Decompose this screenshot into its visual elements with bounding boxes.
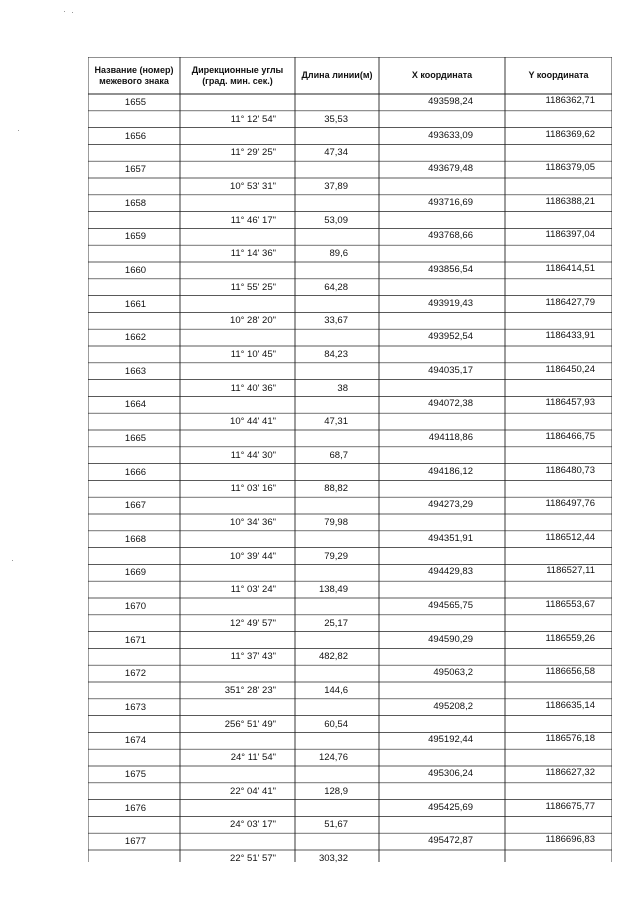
header-y-coordinate: Y координата (528, 70, 589, 80)
mark-name: 1665 (124, 433, 147, 444)
y-coordinate: 1186362,71 (545, 95, 595, 106)
mark-name: 1675 (124, 769, 147, 780)
header-mark-name: Название (номер) межевого знака (94, 64, 174, 86)
y-coordinate: 1186466,75 (545, 431, 595, 442)
x-coordinate: 493598,24 (428, 96, 473, 107)
y-coordinate: 1186379,05 (545, 162, 595, 174)
line-length: 128,9 (324, 785, 348, 797)
y-coordinate: 1186427,79 (545, 296, 595, 308)
x-coordinate: 493919,43 (428, 297, 473, 309)
direction-angle: 24° 11' 54" (230, 752, 276, 764)
mark-name: 1659 (124, 231, 147, 243)
line-length: 53,09 (324, 214, 348, 226)
y-coordinate: 1186388,21 (545, 195, 595, 207)
x-coordinate: 494351,91 (428, 532, 473, 544)
line-length: 60,54 (324, 718, 348, 730)
y-coordinate: 1186696,83 (545, 834, 595, 846)
line-length: 79,29 (324, 550, 348, 562)
line-length: 47,31 (324, 416, 348, 428)
scan-speck (12, 560, 13, 561)
x-coordinate: 495425,69 (428, 801, 473, 813)
line-length: 37,89 (324, 181, 348, 192)
y-coordinate: 1186480,73 (545, 464, 595, 476)
scan-speck (64, 11, 65, 12)
mark-name: 1655 (124, 97, 147, 108)
x-coordinate: 494565,75 (428, 600, 473, 611)
x-coordinate: 493856,54 (428, 264, 473, 275)
mark-name: 1662 (124, 332, 147, 344)
y-coordinate: 1186553,67 (545, 599, 595, 610)
x-coordinate: 493768,66 (428, 230, 473, 242)
direction-angle: 11° 44' 30" (230, 449, 276, 461)
y-coordinate: 1186576,18 (545, 733, 595, 745)
direction-angle: 11° 03' 24" (230, 584, 276, 596)
line-length: 64,28 (324, 281, 348, 293)
x-coordinate: 494072,38 (428, 398, 473, 410)
direction-angle: 10° 34' 36" (230, 517, 276, 528)
header-x-coordinate: X координата (411, 70, 473, 80)
direction-angle: 11° 40' 36" (230, 382, 276, 394)
direction-angle: 11° 37' 43" (230, 651, 276, 663)
x-coordinate: 494273,29 (428, 499, 473, 511)
mark-name: 1673 (124, 701, 147, 713)
x-coordinate: 495472,87 (428, 835, 473, 847)
y-coordinate: 1186675,77 (545, 800, 595, 812)
line-length: 144,6 (324, 685, 348, 696)
direction-angle: 11° 46' 17" (230, 214, 276, 226)
header-line-length: Длина линии(м) (301, 70, 373, 80)
line-length: 303,32 (318, 853, 348, 864)
direction-angle: 11° 55' 25" (230, 281, 276, 293)
mark-name: 1660 (124, 265, 147, 276)
coordinates-table (88, 57, 612, 862)
mark-name: 1669 (124, 567, 147, 579)
y-coordinate: 1186457,93 (545, 397, 595, 409)
direction-angle: 10° 39' 44" (230, 550, 276, 562)
line-length: 124,76 (318, 752, 348, 764)
direction-angle: 12° 49' 57" (230, 617, 276, 629)
y-coordinate: 1186627,32 (545, 767, 595, 778)
direction-angle: 11° 10' 45" (230, 349, 276, 360)
mark-name: 1657 (124, 164, 147, 176)
x-coordinate: 495306,24 (428, 768, 473, 779)
direction-angle: 24° 03' 17" (230, 819, 276, 831)
x-coordinate: 495063,2 (433, 667, 473, 679)
y-coordinate: 1186635,14 (545, 699, 595, 711)
y-coordinate: 1186497,76 (545, 498, 595, 510)
mark-name: 1661 (124, 298, 147, 310)
direction-angle: 351° 28' 23" (224, 685, 276, 696)
x-coordinate: 494590,29 (428, 633, 473, 645)
x-coordinate: 493716,69 (428, 196, 473, 208)
mark-name: 1663 (124, 365, 147, 377)
mark-name: 1671 (124, 634, 147, 646)
line-length: 84,23 (324, 349, 348, 360)
scan-speck (72, 12, 73, 13)
line-length: 25,17 (324, 617, 348, 629)
x-coordinate: 494186,12 (428, 465, 473, 477)
mark-name: 1677 (124, 836, 147, 848)
line-length: 47,34 (324, 147, 348, 159)
mark-name: 1672 (124, 668, 147, 680)
x-coordinate: 494429,83 (428, 566, 473, 578)
direction-angle: 10° 28' 20" (230, 315, 276, 327)
direction-angle: 10° 53' 31" (230, 181, 276, 192)
y-coordinate: 1186527,11 (546, 565, 595, 577)
mark-name: 1676 (124, 802, 147, 814)
direction-angle: 11° 14' 36" (230, 248, 276, 260)
direction-angle: 10° 44' 41" (230, 416, 276, 428)
mark-name: 1674 (124, 735, 147, 747)
header-direction-angle: Дирекционные углы (град. мин. сек.) (191, 64, 284, 86)
line-length: 79,98 (324, 517, 348, 528)
x-coordinate: 493952,54 (428, 331, 473, 343)
mark-name: 1668 (124, 533, 147, 545)
y-coordinate: 1186512,44 (545, 531, 595, 543)
y-coordinate: 1186397,04 (545, 229, 595, 241)
direction-angle: 11° 12' 54" (230, 113, 276, 125)
mark-name: 1666 (124, 466, 147, 478)
y-coordinate: 1186369,62 (545, 128, 595, 140)
direction-angle: 11° 29' 25" (230, 147, 276, 159)
mark-name: 1656 (124, 130, 147, 142)
x-coordinate: 495208,2 (433, 700, 473, 712)
mark-name: 1658 (124, 197, 147, 209)
line-length: 35,53 (324, 113, 348, 125)
direction-angle: 22° 51' 57" (230, 853, 276, 864)
direction-angle: 256° 51' 49" (224, 718, 276, 730)
y-coordinate: 1186559,26 (545, 632, 595, 644)
y-coordinate: 1186450,24 (545, 363, 595, 375)
scan-speck (18, 130, 19, 131)
line-length: 88,82 (324, 483, 348, 495)
x-coordinate: 495192,44 (428, 734, 473, 746)
y-coordinate: 1186414,51 (545, 263, 595, 274)
line-length: 68,7 (329, 449, 348, 461)
line-length: 38 (337, 382, 348, 394)
y-coordinate: 1186433,91 (545, 330, 595, 342)
x-coordinate: 493679,48 (428, 163, 473, 175)
line-length: 33,67 (324, 315, 348, 327)
line-length: 482,82 (318, 651, 348, 663)
x-coordinate: 493633,09 (428, 129, 473, 141)
mark-name: 1670 (124, 601, 147, 612)
mark-name: 1667 (124, 500, 147, 512)
y-coordinate: 1186656,58 (545, 666, 595, 678)
line-length: 51,67 (324, 819, 348, 831)
direction-angle: 11° 03' 16" (230, 483, 276, 495)
mark-name: 1664 (124, 399, 147, 411)
line-length: 138,49 (318, 584, 348, 596)
x-coordinate: 494118,86 (428, 432, 473, 443)
x-coordinate: 494035,17 (428, 364, 473, 376)
direction-angle: 22° 04' 41" (230, 785, 276, 797)
line-length: 89,6 (329, 248, 348, 260)
